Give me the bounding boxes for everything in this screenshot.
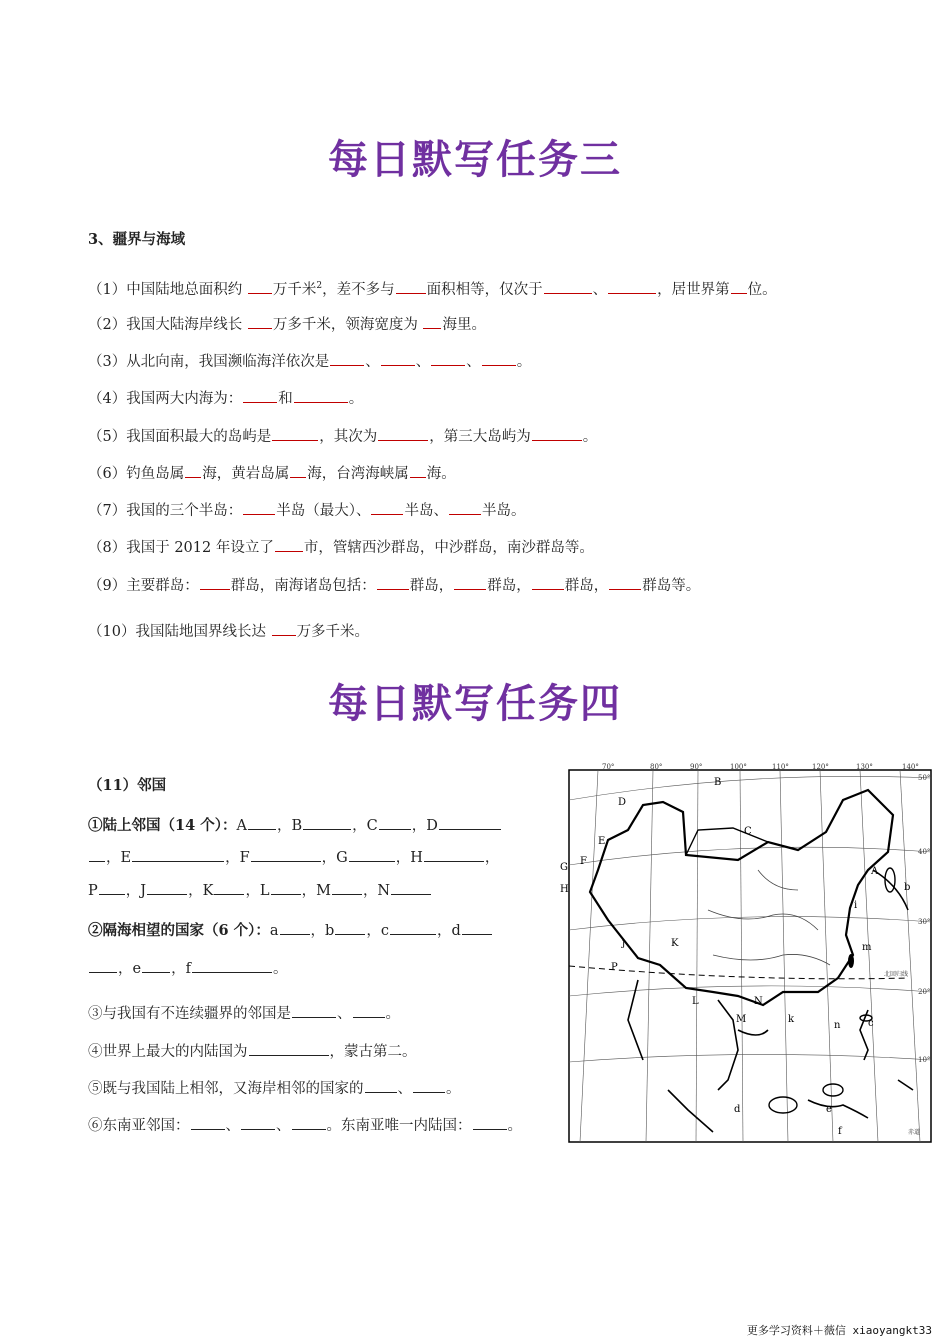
lon-label: 110° bbox=[772, 763, 789, 771]
blank[interactable] bbox=[99, 880, 125, 895]
lon-label: 80° bbox=[650, 763, 663, 771]
country-letter: F bbox=[580, 856, 587, 867]
country-letter: N bbox=[754, 996, 763, 1007]
blank[interactable] bbox=[294, 388, 348, 403]
blank[interactable] bbox=[214, 880, 244, 895]
lat-label: 20° bbox=[918, 988, 931, 996]
blank[interactable] bbox=[147, 880, 187, 895]
country-letter: L bbox=[692, 996, 699, 1007]
country-letter: C bbox=[744, 826, 752, 837]
question-southeast-asia: ⑥东南亚邻国： 、 、 。东南亚唯一内陆国： 。 bbox=[88, 1115, 522, 1136]
blank[interactable] bbox=[379, 815, 411, 830]
blank[interactable] bbox=[410, 463, 426, 478]
blank[interactable] bbox=[423, 314, 441, 329]
task4-section-heading: （11）邻国 bbox=[88, 777, 167, 794]
blank[interactable] bbox=[292, 1003, 336, 1018]
lat-label: 50° bbox=[918, 774, 931, 782]
blank[interactable] bbox=[371, 500, 403, 515]
country-letter: d bbox=[734, 1104, 741, 1115]
country-letter: e bbox=[826, 1104, 832, 1115]
blank[interactable] bbox=[390, 920, 436, 935]
sea-neighbors-line-1: ②隔海相望的国家（6 个）：a ，b ，c ，d bbox=[88, 920, 493, 941]
blank[interactable] bbox=[377, 575, 409, 590]
blank[interactable] bbox=[132, 847, 224, 862]
blank[interactable] bbox=[272, 621, 296, 636]
task3-section-heading: 3、疆界与海域 bbox=[88, 231, 186, 248]
blank[interactable] bbox=[391, 880, 431, 895]
question-4: （4）我国两大内海为： 和 。 bbox=[88, 388, 363, 409]
country-letter: H bbox=[560, 884, 569, 895]
country-letter: i bbox=[854, 900, 858, 911]
country-letter: c bbox=[868, 1018, 874, 1029]
corner-label: 赤道 bbox=[908, 1129, 921, 1136]
question-9: （9）主要群岛： 群岛，南海诸岛包括： 群岛， 群岛， 群岛， 群岛等。 bbox=[88, 575, 700, 596]
blank[interactable] bbox=[249, 1041, 329, 1056]
blank[interactable] bbox=[89, 847, 105, 862]
lon-label: 100° bbox=[730, 763, 747, 771]
blank[interactable] bbox=[532, 575, 564, 590]
question-6: （6）钓鱼岛属 海，黄岩岛属 海，台湾海峡属 海。 bbox=[88, 463, 456, 484]
blank[interactable] bbox=[241, 1115, 275, 1130]
blank[interactable] bbox=[335, 920, 365, 935]
blank[interactable] bbox=[332, 880, 362, 895]
blank[interactable] bbox=[439, 815, 501, 830]
blank[interactable] bbox=[462, 920, 492, 935]
question-5: （5）我国面积最大的岛屿是 ，其次为 ，第三大岛屿为 。 bbox=[88, 426, 597, 447]
blank[interactable] bbox=[608, 279, 656, 294]
lat-label: 10° bbox=[918, 1056, 931, 1064]
lon-label: 120° bbox=[812, 763, 829, 771]
footer-note: 更多学习资料＋薇信 xiaoyangkt33 bbox=[746, 1324, 932, 1337]
blank[interactable] bbox=[424, 847, 484, 862]
blank[interactable] bbox=[532, 426, 582, 441]
country-letter: D bbox=[618, 797, 627, 808]
sea-neighbors-line-2: ，e ，f 。 bbox=[88, 958, 287, 979]
blank[interactable] bbox=[431, 351, 465, 366]
blank[interactable] bbox=[330, 351, 364, 366]
neighbors-line-1: ①陆上邻国（14 个）：A ，B ，C ，D bbox=[88, 815, 502, 836]
blank[interactable] bbox=[248, 314, 272, 329]
question-1: （1）中国陆地总面积约 万千米$^2$，差不多与 面积相等，仅次于 、 ，居世界第 位。 bbox=[88, 276, 777, 300]
blank[interactable] bbox=[290, 463, 306, 478]
blank[interactable] bbox=[454, 575, 486, 590]
blank[interactable] bbox=[449, 500, 481, 515]
tropic-label: 北回归线 bbox=[884, 971, 909, 978]
country-letter: G bbox=[560, 862, 568, 873]
blank[interactable] bbox=[192, 958, 272, 973]
blank[interactable] bbox=[482, 351, 516, 366]
question-land-and-sea: ⑤既与我国陆上相邻，又海岸相邻的国家的 、 。 bbox=[88, 1078, 461, 1099]
lat-label: 30° bbox=[918, 918, 931, 926]
lat-label: 40° bbox=[918, 848, 931, 856]
blank[interactable] bbox=[248, 815, 276, 830]
country-letter: j bbox=[622, 938, 626, 949]
lon-label: 90° bbox=[690, 763, 703, 771]
blank[interactable] bbox=[243, 500, 275, 515]
blank[interactable] bbox=[280, 920, 310, 935]
question-landlocked: ④世界上最大的内陆国为 ，蒙古第二。 bbox=[88, 1041, 417, 1062]
blank[interactable] bbox=[396, 279, 426, 294]
country-letter: B bbox=[714, 777, 722, 788]
question-disconnected-border: ③与我国有不连续疆界的邻国是 、 。 bbox=[88, 1003, 400, 1024]
blank[interactable] bbox=[353, 1003, 385, 1018]
blank[interactable] bbox=[142, 958, 170, 973]
blank[interactable] bbox=[271, 880, 301, 895]
blank[interactable] bbox=[378, 426, 428, 441]
blank[interactable] bbox=[89, 958, 117, 973]
country-letter: K bbox=[671, 938, 679, 949]
blank[interactable] bbox=[303, 815, 351, 830]
lon-label: 130° bbox=[856, 763, 873, 771]
country-letter: E bbox=[598, 836, 606, 847]
blank[interactable] bbox=[243, 388, 277, 403]
blank[interactable] bbox=[609, 575, 641, 590]
blank[interactable] bbox=[251, 847, 321, 862]
blank[interactable] bbox=[473, 1115, 507, 1130]
blank[interactable] bbox=[381, 351, 415, 366]
country-letter: k bbox=[788, 1014, 795, 1025]
country-letter: f bbox=[838, 1126, 842, 1137]
blank[interactable] bbox=[365, 1078, 397, 1093]
neighbors-line-2: ，E ，F ，G ，H ， bbox=[88, 847, 499, 868]
blank[interactable] bbox=[292, 1115, 326, 1130]
china-neighbors-map bbox=[560, 760, 934, 1144]
blank[interactable] bbox=[191, 1115, 225, 1130]
task4-title: 每日默写任务四 bbox=[328, 681, 622, 727]
country-letter: m bbox=[862, 942, 872, 953]
country-letter: A bbox=[871, 866, 879, 877]
blank[interactable] bbox=[413, 1078, 445, 1093]
blank[interactable] bbox=[349, 847, 395, 862]
lon-label: 140° bbox=[902, 763, 919, 771]
question-2: （2）我国大陆海岸线长 万多千米，领海宽度为 海里。 bbox=[88, 314, 486, 335]
question-8: （8）我国于 2012 年设立了 市，管辖西沙群岛，中沙群岛，南沙群岛等。 bbox=[88, 537, 594, 558]
blank[interactable] bbox=[275, 537, 303, 552]
blank[interactable] bbox=[200, 575, 230, 590]
country-letter: P bbox=[611, 962, 618, 973]
question-7: （7）我国的三个半岛： 半岛（最大）、 半岛、 半岛。 bbox=[88, 500, 525, 521]
country-letter: M bbox=[736, 1014, 747, 1025]
question-10: （10）我国陆地国界线长达 万多千米。 bbox=[88, 621, 369, 642]
lon-label: 70° bbox=[602, 763, 615, 771]
neighbors-line-3: P ，J ，K ，L ，M ，N bbox=[88, 880, 432, 901]
blank[interactable] bbox=[731, 279, 747, 294]
task3-title: 每日默写任务三 bbox=[328, 137, 622, 183]
blank[interactable] bbox=[185, 463, 201, 478]
country-letter: n bbox=[834, 1020, 841, 1031]
blank[interactable] bbox=[248, 279, 272, 294]
blank[interactable] bbox=[272, 426, 318, 441]
country-letter: b bbox=[904, 882, 911, 893]
question-3: （3）从北向南，我国濒临海洋依次是 、 、 、 。 bbox=[88, 351, 531, 372]
blank[interactable] bbox=[544, 279, 592, 294]
